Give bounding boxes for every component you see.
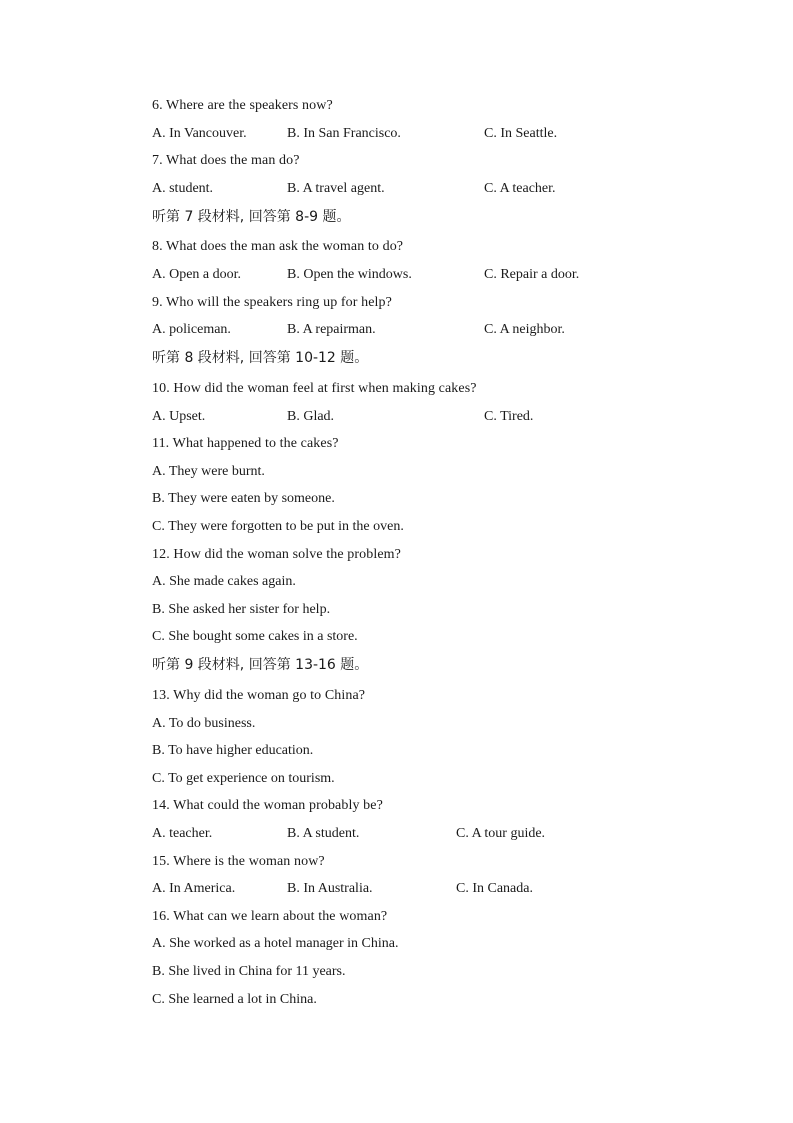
option-13b: B. To have higher education.	[152, 743, 314, 758]
option-12b: B. She asked her sister for help.	[152, 602, 331, 617]
option-15a: A. In America.	[152, 881, 236, 896]
question-14: 14. What could the woman probably be?	[152, 798, 383, 813]
section-heading-9: 听第 9 段材料, 回答第 13-16 题。	[152, 657, 369, 673]
option-15b: B. In Australia.	[287, 881, 373, 896]
option-6a: A. In Vancouver.	[152, 126, 247, 141]
option-8c: C. Repair a door.	[484, 267, 580, 282]
question-8: 8. What does the man ask the woman to do?	[152, 239, 404, 254]
option-10b: B. Glad.	[287, 409, 335, 424]
option-9b: B. A repairman.	[287, 322, 376, 337]
option-13a: A. To do business.	[152, 716, 256, 731]
option-10a: A. Upset.	[152, 409, 206, 424]
question-7: 7. What does the man do?	[152, 153, 300, 168]
option-16c: C. She learned a lot in China.	[152, 992, 317, 1007]
option-7a: A. student.	[152, 181, 214, 196]
option-16b: B. She lived in China for 11 years.	[152, 964, 346, 979]
question-16: 16. What can we learn about the woman?	[152, 909, 388, 924]
option-8b: B. Open the windows.	[287, 267, 412, 282]
option-7c: C. A teacher.	[484, 181, 556, 196]
section-heading-8: 听第 8 段材料, 回答第 10-12 题。	[152, 350, 369, 366]
option-6b: B. In San Francisco.	[287, 126, 401, 141]
option-15c: C. In Canada.	[456, 881, 533, 896]
question-12: 12. How did the woman solve the problem?	[152, 547, 401, 562]
option-14b: B. A student.	[287, 826, 360, 841]
option-6c: C. In Seattle.	[484, 126, 558, 141]
question-6: 6. Where are the speakers now?	[152, 98, 333, 113]
option-11a: A. They were burnt.	[152, 464, 265, 479]
option-9c: C. A neighbor.	[484, 322, 565, 337]
option-11b: B. They were eaten by someone.	[152, 491, 335, 506]
question-13: 13. Why did the woman go to China?	[152, 688, 366, 703]
question-11: 11. What happened to the cakes?	[152, 436, 339, 451]
option-12c: C. She bought some cakes in a store.	[152, 629, 358, 644]
option-9a: A. policeman.	[152, 322, 231, 337]
option-16a: A. She worked as a hotel manager in China.	[152, 936, 399, 951]
option-8a: A. Open a door.	[152, 267, 242, 282]
option-11c: C. They were forgotten to be put in the oven.	[152, 519, 404, 534]
option-12a: A. She made cakes again.	[152, 574, 296, 589]
option-14a: A. teacher.	[152, 826, 213, 841]
option-7b: B. A travel agent.	[287, 181, 385, 196]
question-9: 9. Who will the speakers ring up for help?	[152, 295, 392, 310]
section-heading-7: 听第 7 段材料, 回答第 8-9 题。	[152, 209, 351, 225]
option-13c: C. To get experience on tourism.	[152, 771, 335, 786]
option-10c: C. Tired.	[484, 409, 534, 424]
question-10: 10. How did the woman feel at first when making cakes?	[152, 381, 477, 396]
question-15: 15. Where is the woman now?	[152, 854, 325, 869]
option-14c: C. A tour guide.	[456, 826, 546, 841]
